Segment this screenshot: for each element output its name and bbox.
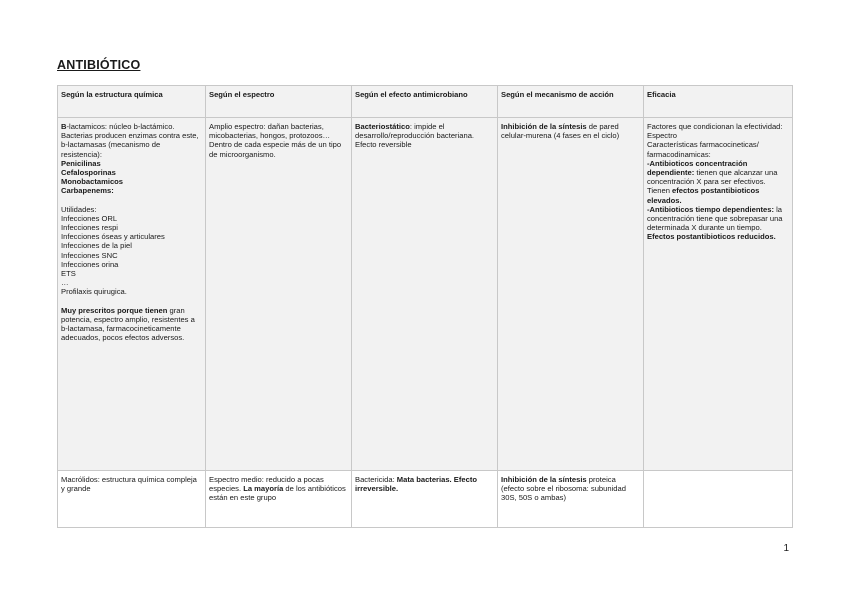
betalactam-description: B-lactamicos: núcleo b-lactámico. Bacterias producen enzimas contra este, b-lactamasas (mecanismo de resistencia): [61,122,199,159]
utility-item: … [61,278,69,288]
utility-item: Infecciones SNC [61,250,118,260]
page-title: ANTIBIÓTICO [57,58,141,72]
cell-spectrum: Amplio espectro: dañan bacterias, micobacterias, hongos, protozoos… Dentro de cada especie más de un tipo de microorganismo. [206,118,352,471]
antibiotic-table [57,85,793,528]
header-structure: Según la estructura química [58,86,206,118]
cell-efficacy: Factores que condicionan la efectividad: Espectro Características farmacocineticas/ farmacodinamicas: -Antibioticos concentración dependiente: tienen que alcanzar una concentración X para ser efectivos. Tienen efectos postantibioticos elevados. -Antibioticos tiempo dependientes: la concentración tiene que sobrepasar una determinada X durante un tiempo. Efectos postantibioticos reducidos. [644,118,793,471]
utility-item: Infecciones respi [61,223,118,233]
header-mechanism: Según el mecanismo de acción [498,86,644,118]
family-item: Penicilinas [61,158,101,168]
utility-item: Infecciones ORL [61,213,118,223]
family-item: Cefalosporinas [61,168,116,178]
cell-spectrum: Espectro medio: reducido a pocas especies. La mayoría de los antibióticos están en este grupo [206,471,352,528]
header-effect: Según el efecto antimicrobiano [352,86,498,118]
betalactam-summary: Muy prescritos porque tienen gran potencia, espectro amplio, resistentes a b-lactamasa, farmacocineticamente adecuados, pocos efectos adversos. [61,305,195,343]
utilities-title: Utilidades: [61,204,97,214]
table-row [58,118,793,471]
cell-mechanism: Inhibición de la síntesis de pared celular-murena (4 fases en el ciclo) [498,118,644,471]
utility-item: Infecciones óseas y articulares [61,232,165,242]
cell-efficacy [644,471,793,528]
page-number: 1 [783,543,789,554]
cell-structure [58,118,206,471]
cell-mechanism: Inhibición de la síntesis proteica (efecto sobre el ribosoma: subunidad 30S, 50S o ambas) [498,471,644,528]
header-spectrum: Según el espectro [206,86,352,118]
family-item: Carbapenems: [61,186,114,196]
utility-item: ETS [61,269,76,279]
cell-structure: Macrólidos: estructura química compleja y grande [58,471,206,528]
table-header-row [58,86,793,118]
family-item: Monobactamicos [61,177,124,187]
utility-item: Infecciones de la piel [61,241,132,251]
table-row [58,471,793,528]
cell-effect: Bactericida: Mata bacterias. Efecto irreversible. [352,471,498,528]
cell-effect: Bacteriostático: impide el desarrollo/reproducción bacteriana. Efecto reversible [352,118,498,471]
utility-item: Infecciones orina [61,259,119,269]
header-efficacy: Eficacia [644,86,793,118]
utility-item: Profilaxis quirugica. [61,287,127,297]
